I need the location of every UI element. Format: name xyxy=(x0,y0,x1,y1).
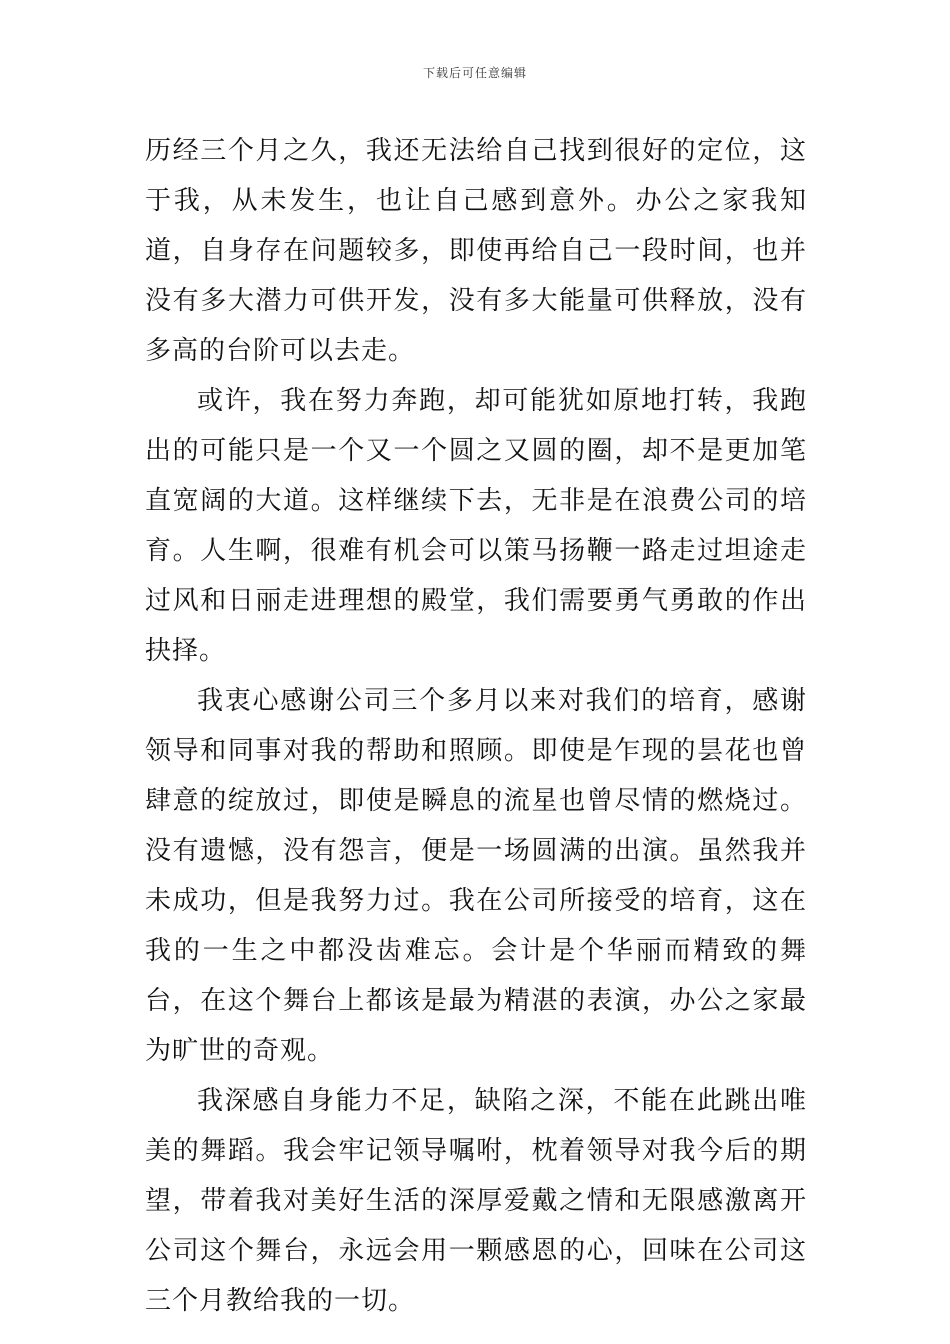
paragraph-2: 或许，我在努力奔跑，却可能犹如原地打转，我跑出的可能只是一个又一个圆之又圆的圈，却不是更加笔直宽阔的大道。这样继续下去，无非是在浪费公司的培育。人生啊，很难有机会可以策马扬鞭一路走过坦途走过风和日丽走进理想的殿堂，我们需要勇气勇敢的作出抉择。 xyxy=(145,386,807,666)
paragraph-3: 我衷心感谢公司三个多月以来对我们的培育，感谢领导和同事对我的帮助和照顾。即使是乍现的昙花也曾肆意的绽放过，即使是瞬息的流星也曾尽情的燃烧过。没有遗憾，没有怨言，便是一场圆满的出演。虽然我并未成功，但是我努力过。我在公司所接受的培育，这在我的一生之中都没齿难忘。会计是个华丽而精致的舞台，在这个舞台上都该是最为精湛的表演，办公之家最为旷世的奇观。 xyxy=(145,686,807,1066)
document-body xyxy=(145,126,807,1326)
paragraph-4: 我深感自身能力不足，缺陷之深，不能在此跳出唯美的舞蹈。我会牢记领导嘱咐，枕着领导对我今后的期望，带着我对美好生活的深厚爱戴之情和无限感激离开公司这个舞台，永远会用一颗感恩的心，回味在公司这三个月教给我的一切。 xyxy=(145,1086,807,1316)
page-header-note: 下载后可任意编辑 xyxy=(422,66,527,80)
paragraph-1: 历经三个月之久，我还无法给自己找到很好的定位，这于我，从未发生，也让自己感到意外。办公之家我知道，自身存在问题较多，即使再给自己一段时间，也并没有多大潜力可供开发，没有多大能量可供释放，没有多高的台阶可以去走。 xyxy=(145,136,807,366)
